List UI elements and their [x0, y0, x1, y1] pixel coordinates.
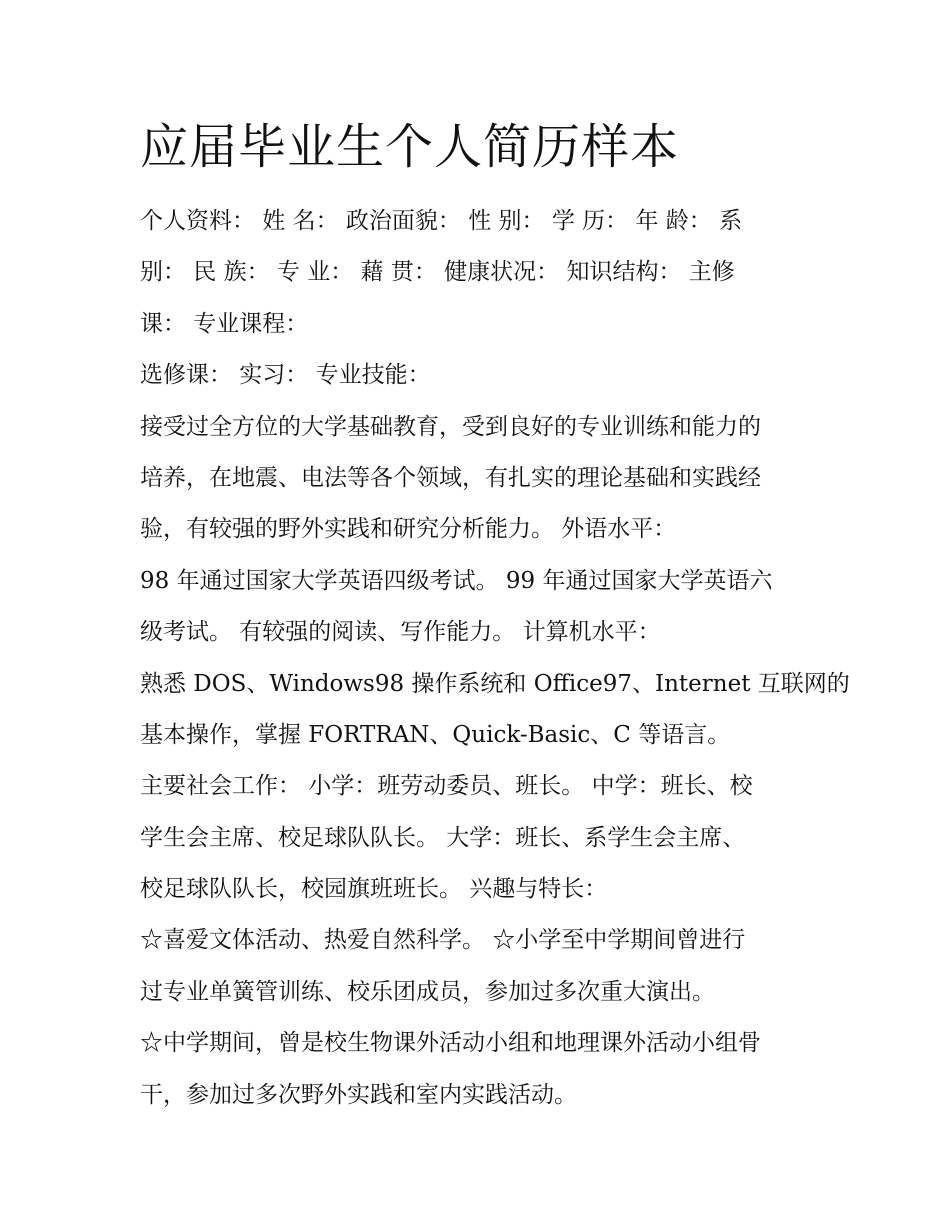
- text-line: 选修课： 实习： 专业技能：: [140, 362, 431, 389]
- text-line: 熟悉 DOS、Windows98 操作系统和 Office97、Internet 互联网的: [140, 670, 850, 697]
- text-line: 接受过全方位的大学基础教育，受到良好的专业训练和能力的: [140, 413, 761, 440]
- text-line: 个人资料： 姓 名： 政治面貌： 性 别： 学 历： 年 龄： 系: [140, 208, 743, 234]
- text-line: 级考试。 有较强的阅读、写作能力。 计算机水平：: [140, 619, 661, 646]
- text-line: 干，参加过多次野外实践和室内实践活动。: [140, 1081, 577, 1108]
- text-line: 验，有较强的野外实践和研究分析能力。 外语水平：: [140, 516, 677, 543]
- text-line: 98 年通过国家大学英语四级考试。 99 年通过国家大学英语六: [140, 567, 773, 594]
- text-line: ☆喜爱文体活动、热爱自然科学。 ☆小学至中学期间曾进行: [140, 927, 746, 954]
- text-line: 培养，在地震、电法等各个领域，有扎实的理论基础和实践经: [140, 464, 761, 491]
- text-line: ☆中学期间，曾是校生物课外活动小组和地理课外活动小组骨: [140, 1030, 761, 1057]
- resume-document: [140, 112, 850, 1121]
- document-title: 应届毕业生个人简历样本: [140, 119, 680, 175]
- text-line: 别： 民 族： 专 业： 藉 贯： 健康状况： 知识结构： 主修: [140, 259, 735, 286]
- text-line: 学生会主席、校足球队队长。 大学：班长、系学生会主席、: [140, 824, 746, 851]
- text-line: 过专业单簧管训练、校乐团成员，参加过多次重大演出。: [140, 978, 715, 1005]
- text-line: 主要社会工作： 小学：班劳动委员、班长。 中学：班长、校: [140, 773, 753, 800]
- text-line: 课： 专业课程：: [140, 310, 309, 337]
- text-line: 校足球队队长，校园旗班班长。 兴趣与特长：: [140, 876, 608, 903]
- text-line: 基本操作，掌握 FORTRAN、Quick-Basic、C 等语言。: [140, 721, 731, 748]
